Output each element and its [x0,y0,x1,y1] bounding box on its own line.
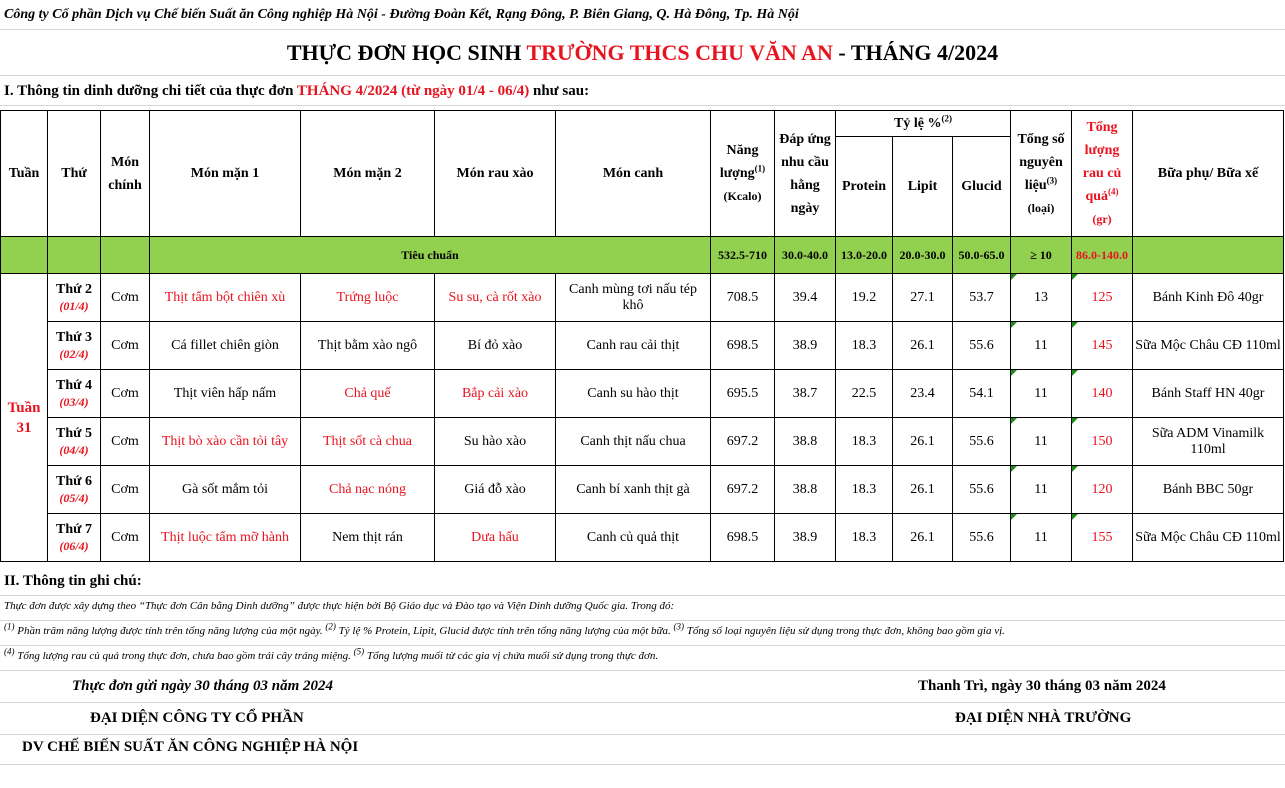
note-line-2 [4,621,1005,637]
day-name: Thứ 3 [55,330,93,345]
day-name: Thứ 7 [55,522,93,537]
protein-value: 22.5 [836,370,893,418]
standard-row [1,237,1284,274]
glucid-value: 55.6 [953,418,1011,466]
ingredient-count: 11 [1011,466,1072,514]
day-date: (04/4) [59,443,89,457]
header-dap-ung: Đáp ứng nhu cầu hằng ngày [775,111,836,237]
header-nang-luong-unit: (Kcalo) [723,189,762,203]
note-line-3 [4,646,659,662]
vegetable-dish: Su su, cà rốt xào [435,274,556,322]
salty-dish-1: Thịt tẩm bột chiên xù [150,274,301,322]
note-sup-5: (5) [353,646,365,657]
note-sup-2: (2) [325,621,336,632]
daily-need-value: 38.8 [775,418,836,466]
company-rep-2: DV CHẾ BIẾN SUẤT ĂN CÔNG NGHIỆP HÀ NỘI [22,739,359,755]
salty-dish-1: Thịt luộc tẩm mỡ hành [150,514,301,562]
lipit-value: 26.1 [893,418,953,466]
table-row [1,322,1284,370]
standard-dap-ung: 30.0-40.0 [775,237,836,274]
header-mon-rau-xao: Món rau xào [435,111,556,237]
header-lipit: Lipit [893,137,953,237]
day-name: Thứ 2 [55,282,93,297]
vegetable-dish: Bí đỏ xào [435,322,556,370]
day-cell [48,466,101,514]
vegetable-dish: Giá đỗ xào [435,466,556,514]
note-1: Phần trăm năng lượng được tính trên tổng năng lượng của một ngày. [14,625,326,637]
header-tong-rau-unit: (gr) [1092,212,1112,226]
standard-empty [48,237,101,274]
note-sup-3: (3) [673,621,685,632]
vegetable-dish: Su hào xào [435,418,556,466]
soup-dish: Canh thịt nấu chua [556,418,711,466]
protein-value: 19.2 [836,274,893,322]
daily-need-value: 38.7 [775,370,836,418]
vegetable-amount: 155 [1072,514,1133,562]
standard-empty [1133,237,1284,274]
company-rep-1: ĐẠI DIỆN CÔNG TY CỔ PHẦN [90,710,304,726]
main-dish: Cơm [101,370,150,418]
soup-dish: Canh mùng tơi nấu tép khô [556,274,711,322]
section1-highlight: THÁNG 4/2024 (từ ngày 01/4 - 06/4) [296,83,530,99]
grid-line [0,702,1285,703]
grid-line [0,595,1285,596]
standard-glucid: 50.0-65.0 [953,237,1011,274]
table-row [1,274,1284,322]
soup-dish: Canh su hào thịt [556,370,711,418]
header-thu: Thứ [48,111,101,237]
note-sup-1: (1) [4,621,15,632]
day-name: Thứ 6 [55,474,93,489]
menu-table [0,110,1284,562]
day-cell [48,274,101,322]
energy-value: 698.5 [711,514,775,562]
note-3: Tổng số loại nguyên liệu sử dụng trong thực đơn, không bao gồm gia vị. [684,625,1005,637]
note-2: Tỷ lệ % Protein, Lipit, Glucid được tính trên tổng năng lượng của một bữa. [335,625,674,637]
salty-dish-1: Cá fillet chiên giòn [150,322,301,370]
salty-dish-2: Nem thịt rán [301,514,435,562]
ingredient-count: 11 [1011,370,1072,418]
ingredient-count: 11 [1011,322,1072,370]
company-line: Công ty Cổ phần Dịch vụ Chế biến Suất ăn Công nghiệp Hà Nội - Đường Đoàn Kết, Rạng Đông, P. Biên Giang, Q. Hà Đông, Tp. Hà Nội [4,7,799,22]
vegetable-amount: 140 [1072,370,1133,418]
salty-dish-2: Thịt sốt cà chua [301,418,435,466]
main-dish: Cơm [101,514,150,562]
soup-dish: Canh rau cải thịt [556,322,711,370]
main-dish: Cơm [101,274,150,322]
header-tong-rau [1072,111,1133,237]
standard-lipit: 20.0-30.0 [893,237,953,274]
header-tong-nl [1011,111,1072,237]
header-mon-canh: Món canh [556,111,711,237]
lipit-value: 26.1 [893,322,953,370]
salty-dish-2: Thịt bằm xào ngô [301,322,435,370]
salty-dish-1: Thịt bò xào cần tỏi tây [150,418,301,466]
vegetable-dish: Bắp cải xào [435,370,556,418]
note-line-1: Thực đơn được xây dựng theo “Thực đơn Cân bằng Dinh dưỡng” được thực hiện bởi Bộ Giáo dục và Đào tạo và Viện Dinh dưỡng Quốc gia. Trong đó: [4,600,675,612]
standard-empty [1,237,48,274]
note-5: Tổng lượng muối từ các gia vị chứa muối sử dụng trong thực đơn. [364,650,659,662]
vegetable-amount: 125 [1072,274,1133,322]
header-tong-nl-unit: (loại) [1027,200,1055,215]
table-row [1,514,1284,562]
header-glucid: Glucid [953,137,1011,237]
ingredient-count: 13 [1011,274,1072,322]
school-rep: ĐẠI DIỆN NHÀ TRƯỜNG [955,710,1132,726]
protein-value: 18.3 [836,322,893,370]
protein-value: 18.3 [836,514,893,562]
salty-dish-1: Gà sốt mắm tỏi [150,466,301,514]
glucid-value: 55.6 [953,514,1011,562]
snack: Sữa Mộc Châu CĐ 110ml [1133,514,1284,562]
section1-heading [4,76,589,106]
protein-value: 18.3 [836,466,893,514]
week-label: Tuần 31 [1,274,48,562]
header-tong-nl-label: Tổng số nguyên liệu [1017,131,1065,193]
salty-dish-2: Chả quế [301,370,435,418]
standard-protein: 13.0-20.0 [836,237,893,274]
section1-prefix: I. Thông tin dinh dưỡng chi tiết của thực đơn [4,83,297,99]
day-date: (03/4) [59,395,89,409]
standard-tong-rau: 86.0-140.0 [1072,237,1133,274]
day-name: Thứ 5 [55,426,93,441]
grid-line [0,620,1285,621]
note-4: Tổng lượng rau củ quả trong thực đơn, chưa bao gồm trái cây tráng miệng. [14,650,354,662]
header-tong-rau-sup: (4) [1108,186,1119,197]
ingredient-count: 11 [1011,514,1072,562]
snack: Bánh Kinh Đô 40gr [1133,274,1284,322]
header-protein: Protein [836,137,893,237]
header-nang-luong-sup: (1) [754,163,766,174]
standard-label: Tiêu chuẩn [150,237,711,274]
vegetable-amount: 120 [1072,466,1133,514]
grid-line [0,764,1285,765]
header-tong-rau-label: Tổng lượng rau củ quả [1082,120,1122,204]
place-date: Thanh Trì, ngày 30 tháng 03 năm 2024 [918,678,1166,694]
title-school: TRƯỜNG THCS CHU VĂN AN [526,40,833,65]
glucid-value: 54.1 [953,370,1011,418]
daily-need-value: 39.4 [775,274,836,322]
daily-need-value: 38.8 [775,466,836,514]
glucid-value: 55.6 [953,466,1011,514]
day-date: (01/4) [59,299,89,313]
header-ty-le [836,111,1011,137]
daily-need-value: 38.9 [775,514,836,562]
section2-heading: II. Thông tin ghi chú: [4,573,142,589]
soup-dish: Canh bí xanh thịt gà [556,466,711,514]
day-cell [48,418,101,466]
header-nang-luong [711,111,775,237]
standard-nang-luong: 532.5-710 [711,237,775,274]
lipit-value: 23.4 [893,370,953,418]
day-date: (05/4) [59,491,89,505]
grid-line [0,734,1285,735]
salty-dish-2: Trứng luộc [301,274,435,322]
salty-dish-1: Thịt viên hấp nấm [150,370,301,418]
title-part2: - THÁNG 4/2024 [832,40,999,65]
header-bua-phu: Bữa phụ/ Bữa xế [1133,111,1284,237]
salty-dish-2: Chả nạc nóng [301,466,435,514]
ingredient-count: 11 [1011,418,1072,466]
day-cell [48,514,101,562]
header-mon-man-1: Món mặn 1 [150,111,301,237]
header-tong-nl-sup: (3) [1046,174,1058,185]
snack: Bánh BBC 50gr [1133,466,1284,514]
energy-value: 695.5 [711,370,775,418]
energy-value: 697.2 [711,466,775,514]
main-dish: Cơm [101,418,150,466]
energy-value: 697.2 [711,418,775,466]
day-name: Thứ 4 [55,378,93,393]
header-mon-chinh: Món chính [101,111,150,237]
lipit-value: 26.1 [893,466,953,514]
grid-line [0,670,1285,671]
standard-empty [101,237,150,274]
table-row [1,418,1284,466]
vegetable-amount: 150 [1072,418,1133,466]
glucid-value: 53.7 [953,274,1011,322]
day-date: (06/4) [59,539,89,553]
vegetable-dish: Dưa hấu [435,514,556,562]
snack: Bánh Staff HN 40gr [1133,370,1284,418]
day-cell [48,370,101,418]
day-cell [48,322,101,370]
day-date: (02/4) [59,347,89,361]
lipit-value: 26.1 [893,514,953,562]
energy-value: 698.5 [711,322,775,370]
vegetable-amount: 145 [1072,322,1133,370]
grid-line [0,645,1285,646]
sent-date: Thực đơn gửi ngày 30 tháng 03 năm 2024 [72,678,334,694]
protein-value: 18.3 [836,418,893,466]
header-tuan: Tuần [1,111,48,237]
main-dish: Cơm [101,466,150,514]
snack: Sữa ADM Vinamilk 110ml [1133,418,1284,466]
header-mon-man-2: Món mặn 2 [301,111,435,237]
header-nang-luong-label: Năng lượng [719,143,759,181]
lipit-value: 27.1 [893,274,953,322]
daily-need-value: 38.9 [775,322,836,370]
note-sup-4: (4) [4,646,15,657]
glucid-value: 55.6 [953,322,1011,370]
section1-suffix: như sau: [529,83,590,99]
day-rows [1,274,1284,562]
page-title [0,30,1285,76]
main-dish: Cơm [101,322,150,370]
energy-value: 708.5 [711,274,775,322]
table-row [1,466,1284,514]
table-row [1,370,1284,418]
header-ty-le-sup: (2) [941,113,952,124]
title-part1: THỰC ĐƠN HỌC SINH [286,40,527,65]
standard-tong-nl: ≥ 10 [1011,237,1072,274]
snack: Sữa Mộc Châu CĐ 110ml [1133,322,1284,370]
soup-dish: Canh củ quả thịt [556,514,711,562]
header-ty-le-label: Tỷ lệ % [894,116,942,131]
